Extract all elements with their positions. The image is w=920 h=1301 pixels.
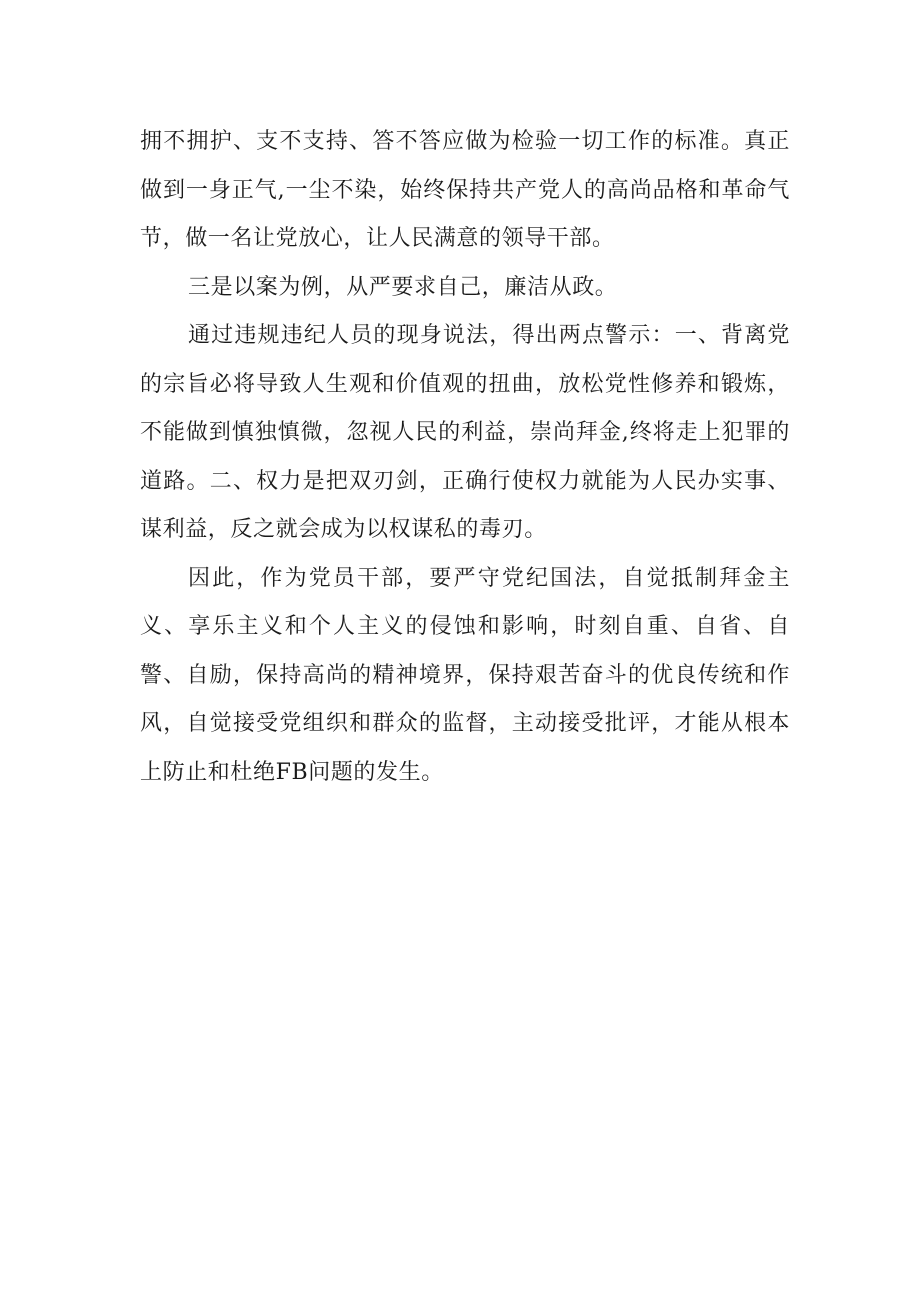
paragraph-standard: 拥不拥护、支不支持、答不答应做为检验一切工作的标准。真正做到一身正气,一尘不染，始终保持共产党人的高尚品格和革命气节，做一名让党放心，让人民满意的领导干部。 (140, 129, 790, 251)
paragraph-section-three: 三是以案为例，从严要求自己，廉洁从政。 (188, 274, 618, 300)
paragraph-conclusion: 因此，作为党员干部，要严守党纪国法，自觉抵制拜金主义、享乐主义和个人主义的侵蚀和影响，时刻自重、自省、自警、自励，保持高尚的精神境界，保持艰苦奋斗的优良传统和作风，自觉接受党组织和群众的监督，主动接受批评，才能从根本上防止和杜绝FB问题的发生。 (140, 565, 790, 785)
document-body (140, 118, 790, 797)
paragraph-warnings: 通过违规违纪人员的现身说法，得出两点警示：一、背离党的宗旨必将导致人生观和价值观的扭曲，放松党性修养和锻炼，不能做到慎独慎微，忽视人民的利益，崇尚拜金,终将走上犯罪的道路。二、权力是把双刃剑，正确行使权力就能为人民办实事、谋利益，反之就会成为以权谋私的毒刃。 (140, 323, 790, 542)
